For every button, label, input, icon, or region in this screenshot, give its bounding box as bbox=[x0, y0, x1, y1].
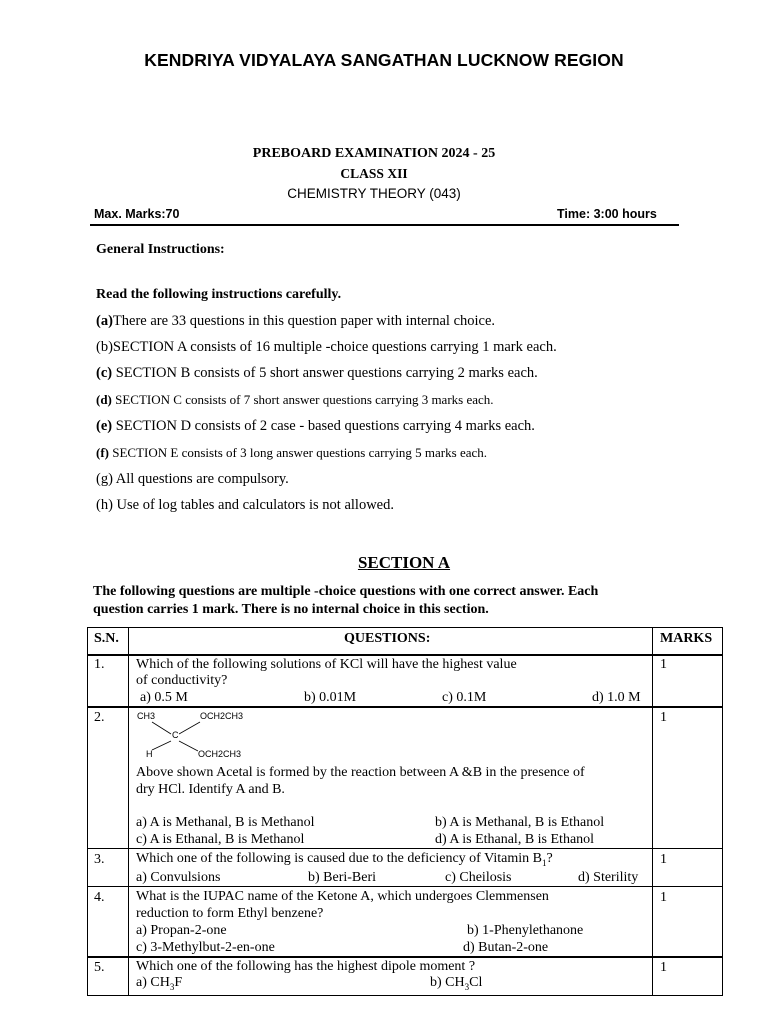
q5-text: Which one of the following has the highest dipole moment ? bbox=[136, 959, 476, 974]
q1-option-c: c) 0.1M bbox=[442, 690, 487, 705]
header-questions: QUESTIONS: bbox=[344, 631, 431, 646]
q4-text: What is the IUPAC name of the Ketone A, which undergoes Clemmensen bbox=[136, 889, 549, 904]
q4-option-c: c) 3-Methylbut-2-en-one bbox=[136, 940, 275, 955]
section-title: SECTION A bbox=[357, 553, 451, 572]
struct-och2ch3-bottom: OCH2CH3 bbox=[198, 749, 242, 759]
q1-option-b: b) 0.01M bbox=[304, 690, 357, 705]
struct-carbon: C bbox=[172, 730, 179, 740]
section-description: question carries 1 mark. There is no internal choice in this section. bbox=[93, 602, 489, 617]
q4-number: 4. bbox=[94, 890, 105, 905]
q5-marks: 1 bbox=[660, 960, 667, 975]
q1-number: 1. bbox=[94, 657, 105, 672]
q5-number: 5. bbox=[94, 960, 105, 975]
q2-option-c: c) A is Ethanal, B is Methanol bbox=[136, 832, 305, 847]
instruction-item: (b)SECTION A consists of 16 multiple -choice questions carrying 1 mark each. bbox=[96, 339, 557, 355]
q3-number: 3. bbox=[94, 852, 105, 867]
instruction-item: (f) SECTION E consists of 3 long answer questions carrying 5 marks each. bbox=[96, 445, 488, 460]
q3-option-c: c) Cheilosis bbox=[445, 870, 512, 885]
instruction-item: (a)There are 33 questions in this question paper with internal choice. bbox=[96, 313, 496, 329]
q1-text: Which of the following solutions of KCl will have the highest value bbox=[136, 657, 517, 672]
q5-option-a: a) $CH_3F$ bbox=[136, 975, 183, 992]
q2-option-a: a) A is Methanal, B is Methanol bbox=[136, 815, 315, 830]
q1-text: of conductivity? bbox=[136, 673, 228, 688]
struct-ch3: CH3 bbox=[137, 711, 156, 721]
q3-option-b: b) Beri-Beri bbox=[308, 870, 377, 885]
q4-option-a: a) Propan-2-one bbox=[136, 923, 227, 938]
header-marks: MARKS bbox=[660, 631, 713, 646]
class-title: CLASS XII bbox=[340, 166, 408, 181]
instruction-item: (c) SECTION B consists of 5 short answer questions carrying 2 marks each. bbox=[96, 365, 538, 381]
q4-option-d: d) Butan-2-one bbox=[463, 940, 549, 955]
instruction-item: (g) All questions are compulsory. bbox=[96, 471, 289, 487]
q4-text: reduction to form Ethyl benzene? bbox=[136, 906, 324, 921]
q2-text: dry HCl. Identify A and B. bbox=[136, 782, 285, 797]
q3-option-a: a) Convulsions bbox=[136, 870, 221, 885]
q3-text: Which one of the following is caused due to the deficiency of Vitamin $B_1$? bbox=[136, 851, 553, 868]
q5-option-b: b) $CH_3Cl$ bbox=[430, 975, 483, 992]
q3-marks: 1 bbox=[660, 852, 667, 867]
instruction-item: (h) Use of log tables and calculators is not allowed. bbox=[96, 497, 394, 513]
q1-option-d: d) 1.0 M bbox=[592, 690, 641, 705]
q2-marks: 1 bbox=[660, 710, 667, 725]
read-carefully: Read the following instructions carefully. bbox=[96, 287, 342, 302]
q1-option-a: a) 0.5 M bbox=[140, 690, 188, 705]
struct-h: H bbox=[146, 749, 153, 759]
q2-number: 2. bbox=[94, 710, 105, 725]
organization-title: KENDRIYA VIDYALAYA SANGATHAN LUCKNOW REGION bbox=[144, 50, 624, 70]
subject-title: CHEMISTRY THEORY (043) bbox=[287, 186, 461, 201]
q4-option-b: b) 1-Phenylethanone bbox=[467, 923, 584, 938]
section-description: The following questions are multiple -choice questions with one correct answer. Each bbox=[93, 584, 599, 599]
struct-och2ch3-top: OCH2CH3 bbox=[200, 711, 244, 721]
time-allowed: Time: 3:00 hours bbox=[557, 207, 657, 221]
q2-option-d: d) A is Ethanal, B is Ethanol bbox=[435, 832, 595, 847]
instruction-item: (d) SECTION C consists of 7 short answer questions carrying 3 marks each. bbox=[96, 392, 494, 407]
struct-bonds bbox=[130, 705, 210, 765]
general-instructions-title: General Instructions: bbox=[96, 242, 225, 257]
max-marks: Max. Marks:70 bbox=[94, 207, 180, 221]
q1-marks: 1 bbox=[660, 657, 667, 672]
q2-text: Above shown Acetal is formed by the reaction between A &B in the presence of bbox=[136, 765, 585, 780]
exam-title: PREBOARD EXAMINATION 2024 - 25 bbox=[252, 146, 496, 161]
header-sn: S.N. bbox=[94, 631, 119, 646]
q3-option-d: d) Sterility bbox=[578, 870, 639, 885]
header-rule bbox=[90, 224, 679, 226]
q2-option-b: b) A is Methanal, B is Ethanol bbox=[435, 815, 605, 830]
q4-marks: 1 bbox=[660, 890, 667, 905]
instruction-item: (e) SECTION D consists of 2 case - based questions carrying 4 marks each. bbox=[96, 418, 535, 434]
